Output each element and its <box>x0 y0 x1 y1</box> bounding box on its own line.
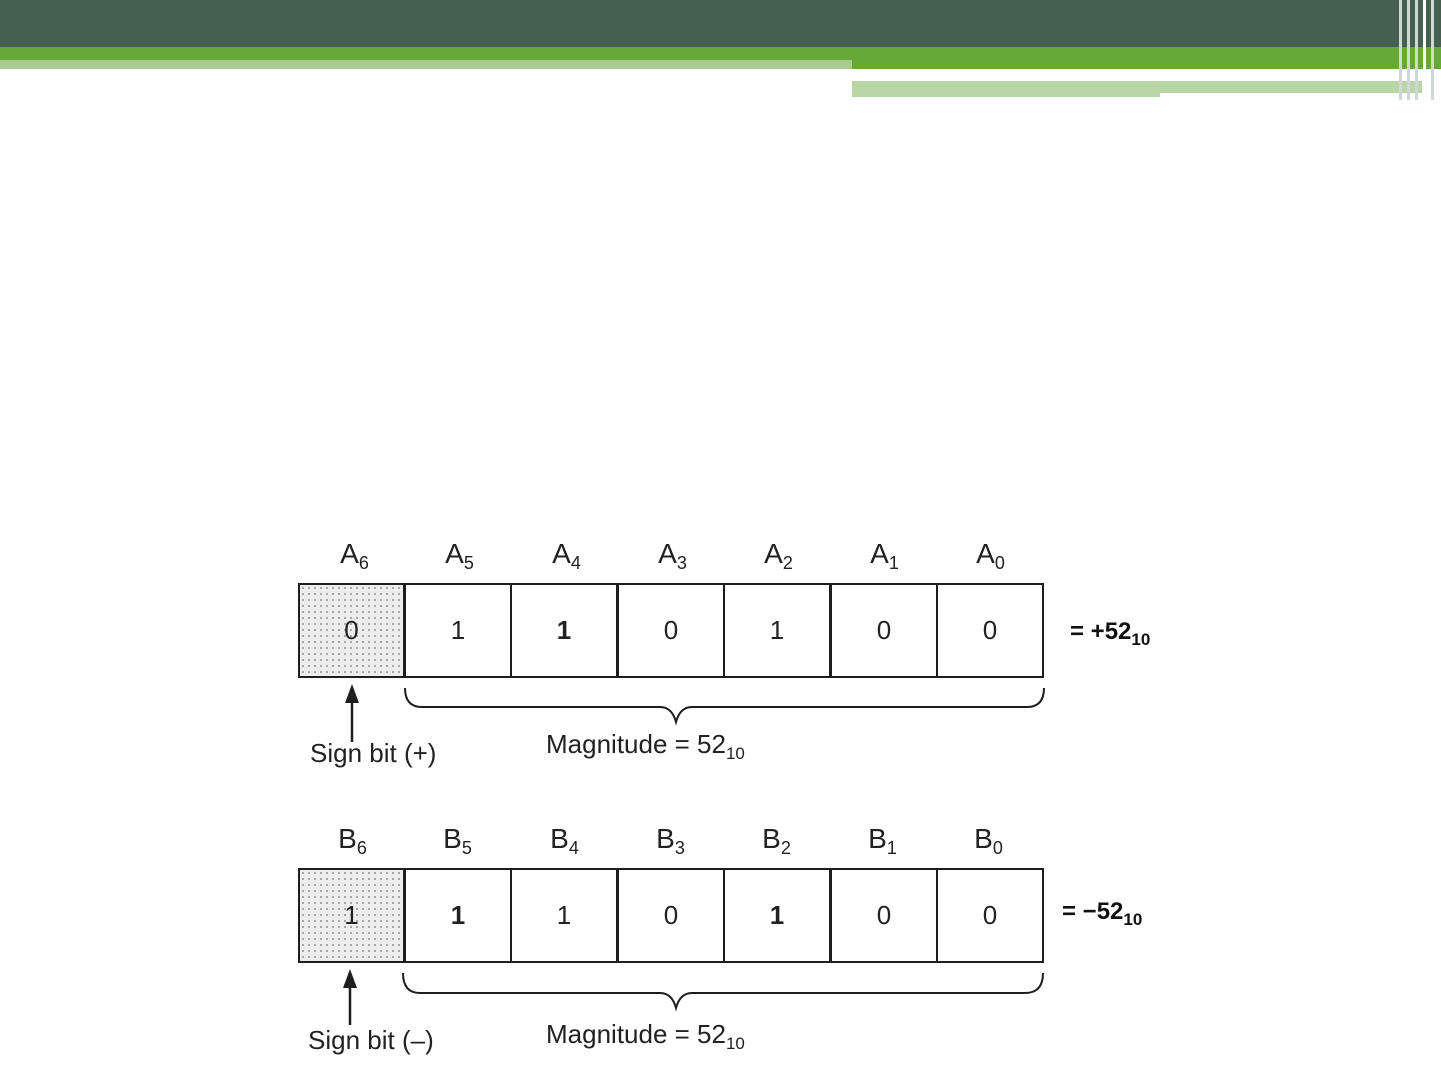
header-stripe <box>1423 0 1426 100</box>
header-band-pale-cut <box>1160 93 1422 97</box>
header-stripe <box>1415 0 1418 100</box>
bit-cell-b6: 1 <box>298 868 405 963</box>
bit-cell-b2: 1 <box>724 868 831 963</box>
header-white-line <box>852 75 1335 79</box>
sign-arrow-a <box>345 684 359 742</box>
bit-cell-b3: 0 <box>618 868 725 963</box>
bit-label-b1: $B_1$ <box>868 823 897 858</box>
header-stripe <box>1407 0 1410 100</box>
magnitude-brace-a <box>405 688 1044 722</box>
bit-label-b4: $B_4$ <box>550 823 579 858</box>
header-band-light <box>0 60 852 69</box>
bit-cell-a1: 0 <box>831 583 938 678</box>
header-stripe <box>1431 0 1434 100</box>
register-b-value: = $-52_{10}$ <box>1062 898 1143 929</box>
bit-cell-a0: 0 <box>937 583 1044 678</box>
bit-label-a3: $A_3$ <box>658 538 687 573</box>
bit-label-b2: $B_2$ <box>762 823 791 858</box>
bit-label-a5: $A_5$ <box>445 538 474 573</box>
bit-label-a4: $A_4$ <box>552 538 581 573</box>
register-a <box>298 583 1044 678</box>
header-stripes <box>1395 0 1441 100</box>
bit-label-a0: $A_0$ <box>976 538 1005 573</box>
bit-label-a6: $A_6$ <box>340 538 369 573</box>
sign-bit-label-a: Sign bit (+) <box>310 738 437 768</box>
bit-cell-a6: 0 <box>298 583 405 678</box>
bit-label-a1: $A_1$ <box>870 538 899 573</box>
header-stripe <box>1399 0 1402 100</box>
bit-cell-b0: 0 <box>937 868 1044 963</box>
bit-label-b6: $B_6$ <box>338 823 367 858</box>
sign-arrow-b <box>343 969 357 1025</box>
header-band-dark <box>0 0 1441 47</box>
header-band-right <box>852 60 1441 69</box>
sign-bit-label-b: Sign bit (–) <box>308 1025 434 1055</box>
bit-label-b5: $B_5$ <box>443 823 472 858</box>
magnitude-brace-b <box>403 973 1043 1008</box>
register-a-value: = $+52_{10}$ <box>1070 618 1151 649</box>
bit-label-b3: $B_3$ <box>656 823 685 858</box>
bit-cell-a5: 1 <box>405 583 512 678</box>
bit-cell-b5: 1 <box>405 868 512 963</box>
magnitude-label-a: Magnitude = $52_{10}$ <box>546 729 745 763</box>
register-b <box>298 868 1044 963</box>
bit-cell-a2: 1 <box>724 583 831 678</box>
bit-cell-a4: 1 <box>511 583 618 678</box>
magnitude-label-b: Magnitude = $52_{10}$ <box>546 1019 745 1053</box>
bit-label-a2: $A_2$ <box>764 538 793 573</box>
bit-cell-b1: 0 <box>831 868 938 963</box>
bit-cell-a3: 0 <box>618 583 725 678</box>
bit-cell-b4: 1 <box>511 868 618 963</box>
bit-label-b0: $B_0$ <box>974 823 1003 858</box>
